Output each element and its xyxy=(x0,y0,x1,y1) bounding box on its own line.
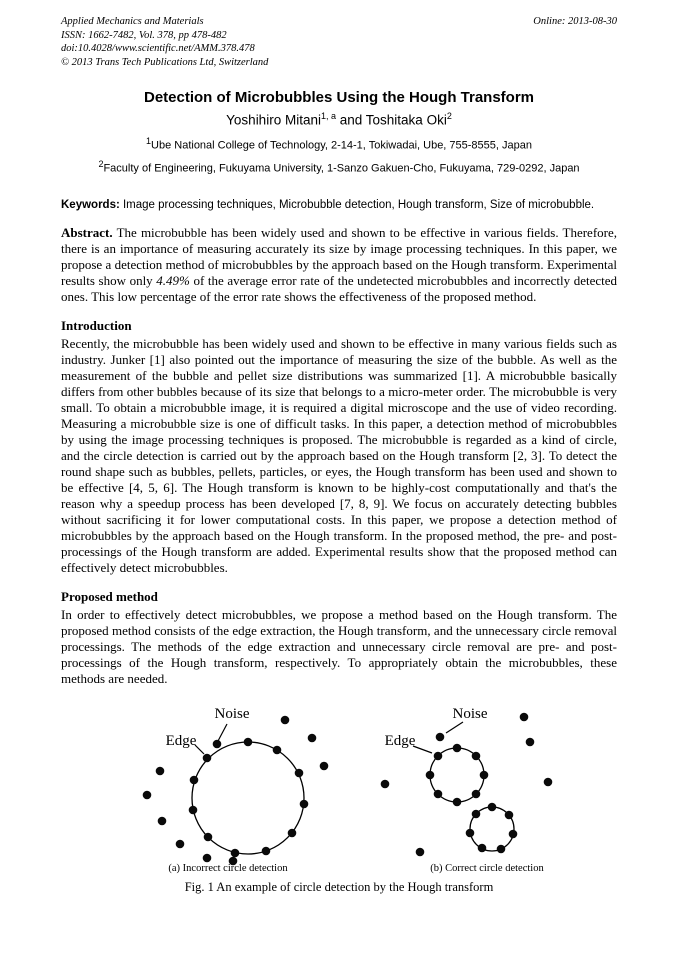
affiliation-1-text: Ube National College of Technology, 2-14-1, Tokiwadai, Ube, 755-8555, Japan xyxy=(151,139,532,152)
proposed-method-heading: Proposed method xyxy=(61,589,158,605)
abstract-paragraph xyxy=(61,225,617,305)
pointer-line xyxy=(446,722,463,733)
journal-header xyxy=(61,15,617,70)
dot xyxy=(544,778,553,787)
dot xyxy=(204,833,213,842)
dot xyxy=(281,716,290,725)
authors-line xyxy=(61,111,617,128)
dot xyxy=(505,811,514,820)
figure-label: Noise xyxy=(452,706,488,723)
proposed-method-body: In order to effectively detect microbubbles, we propose a method based on the Hough transform. The proposed method consists of the edge extraction, the Hough transform, and the unnecessary circle removal processings. The methods of the edge extraction and unnecessary circle removal are pre- and post-processings of the Hough transform, respectively. To appropriately obtain the microbubbles, these methods are needed. xyxy=(61,607,617,687)
author-2-superscript: 2 xyxy=(446,110,452,121)
dot xyxy=(381,780,390,789)
dot xyxy=(273,746,282,755)
dot xyxy=(190,776,199,785)
dot xyxy=(426,771,435,780)
paper-title: Detection of Microbubbles Using the Hough Transform xyxy=(143,88,534,106)
dot xyxy=(434,790,443,799)
dot xyxy=(300,800,309,809)
introduction-heading: Introduction xyxy=(61,318,132,334)
author-2-name: Toshitaka Oki xyxy=(365,112,447,128)
pointer-line xyxy=(413,746,432,753)
figure-label: Edge xyxy=(384,733,416,750)
abstract-text-1: The microbubble has been widely used and shown to be effective in various fields. Therefore, there is an importance of measuring accurately its size by image processing techniques. In this paper, we propose a detection method of microbubbles by the approach based on the Hough transform. Experimental results show only xyxy=(61,225,617,289)
dot xyxy=(497,845,506,854)
authors-connector: and xyxy=(335,112,366,128)
dot xyxy=(416,848,425,857)
dot xyxy=(453,798,462,807)
journal-name: Applied Mechanics and Materials xyxy=(61,16,204,27)
dot xyxy=(295,769,304,778)
dot xyxy=(308,734,317,743)
dot xyxy=(434,752,443,761)
affiliation-2-text: Faculty of Engineering, Fukuyama University, 1-Sanzo Gakuen-Cho, Fukuyama, 729-0292, Japan xyxy=(103,162,580,175)
dot xyxy=(480,771,489,780)
figure-1 xyxy=(61,700,617,895)
dot xyxy=(156,767,165,776)
doi-line: doi:10.4028/www.scientific.net/AMM.378.478 xyxy=(61,43,255,55)
dot xyxy=(488,803,497,812)
dot xyxy=(176,840,185,849)
figure-label: Noise xyxy=(214,706,250,723)
affiliation-1 xyxy=(61,136,617,152)
figure-label: (a) Incorrect circle detection xyxy=(168,863,288,875)
keywords-paragraph xyxy=(61,198,617,214)
dot xyxy=(231,849,240,858)
copyright-line: © 2013 Trans Tech Publications Ltd, Switzerland xyxy=(61,56,269,68)
dot xyxy=(203,854,212,863)
online-date: Online: 2013-08-30 xyxy=(533,16,617,27)
author-1-superscript: 1, a xyxy=(320,110,336,121)
affiliation-2 xyxy=(61,159,617,175)
dot xyxy=(436,733,445,742)
dot xyxy=(526,738,535,747)
dot xyxy=(203,754,212,763)
introduction-body: Recently, the microbubble has been widely used and shown to be effective in many various fields such as industry. Junker [1] also pointed out the importance of measuring the size of the bubble. As well as the measurement of the bubble and pellet size distributions was summarized [1]. A microbubble basically differs from other bubbles because of its size that belongs to a micro-meter order. The microbubble is very small. To obtain a microbubble image, it is required a digital microscope and the use of video recording. Measuring a microbubble size is one of difficult tasks. In this paper, a detection method of microbubbles by using the image processing techniques is proposed. The microbubble is regarded as a kind of circle, and the circle detection is carried out by the approach based on the Hough transform [2, 3]. To detect the round shape such as bubbles, pellets, particles, or eyes, the Hough transform has been used and shown to be effective [4, 5, 6]. The Hough transform is known to be highly-cost computationally and that's the reason why a speedup process has been developed [7, 8, 9]. We focus on accurately detecting bubbles without sacrificing it for lower computational costs. In this paper, we propose a detection method of microbubbles by the approach based on the Hough transform. In the proposed method, the pre- and post-processings of the Hough transform are added. Experimental results show that the proposed method can effectively detect microbubbles. xyxy=(61,336,617,576)
affiliation-1-superscript: 1 xyxy=(146,136,152,147)
figure-label: (b) Correct circle detection xyxy=(430,863,544,875)
journal-info-block xyxy=(61,15,268,70)
abstract-text-2: of the average error rate of the undetected microbubbles and incorrectly detected ones. This low percentage of the error rate shows the effectiveness of the proposed method. xyxy=(61,273,618,305)
dot xyxy=(509,830,518,839)
dot xyxy=(213,740,222,749)
figure-1-caption: Fig. 1 An example of circle detection by the Hough transform xyxy=(184,880,494,895)
dot xyxy=(472,752,481,761)
affiliation-2-superscript: 2 xyxy=(98,158,104,169)
dot xyxy=(520,713,529,722)
dot xyxy=(472,790,481,799)
figure-1-canvas xyxy=(61,700,617,878)
dot xyxy=(472,810,481,819)
keywords-label: Keywords: xyxy=(61,199,120,212)
dot xyxy=(288,829,297,838)
issn-line: ISSN: 1662-7482, Vol. 378, pp 478-482 xyxy=(61,29,227,41)
abstract-error-rate-value: 4.49% xyxy=(156,273,190,289)
section-introduction xyxy=(61,318,617,576)
author-1-name: Yoshihiro Mitani xyxy=(226,112,321,128)
section-proposed-method xyxy=(61,589,617,687)
dot xyxy=(478,844,487,853)
figure-label: Edge xyxy=(165,733,197,750)
dot xyxy=(143,791,152,800)
dot xyxy=(244,738,253,747)
dot xyxy=(262,847,271,856)
pointer-line xyxy=(218,724,227,741)
keywords-text: Image processing techniques, Microbubble detection, Hough transform, Size of microbubble. xyxy=(119,199,595,212)
dot xyxy=(466,829,475,838)
dot xyxy=(320,762,329,771)
dot xyxy=(189,806,198,815)
abstract-label: Abstract. xyxy=(61,225,113,241)
dot xyxy=(158,817,167,826)
dot xyxy=(453,744,462,753)
